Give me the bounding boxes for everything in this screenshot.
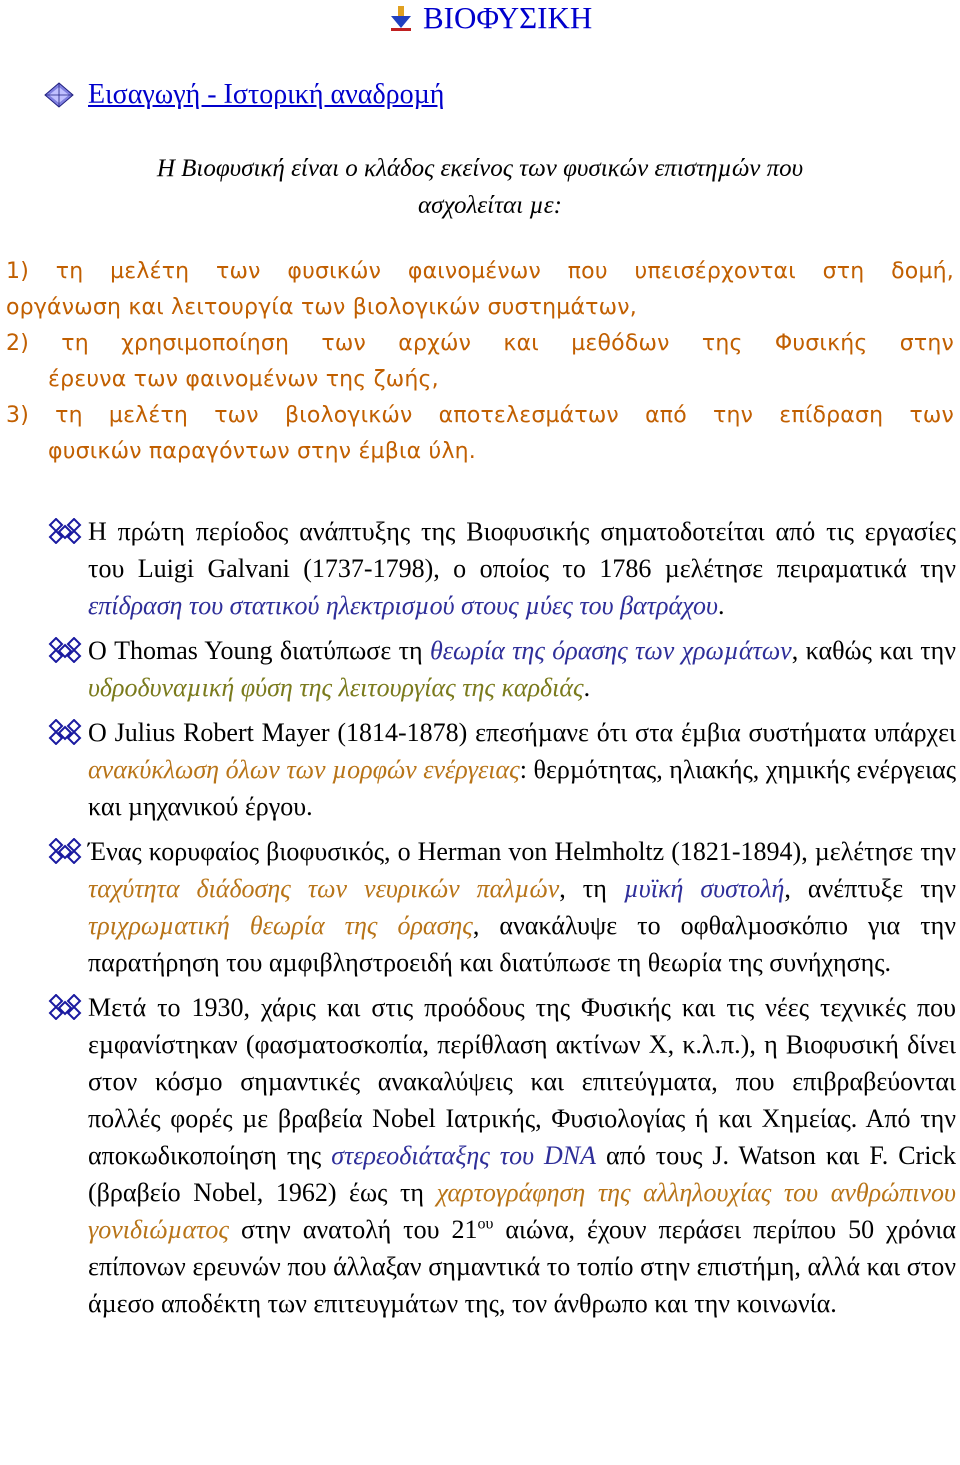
intro-line-1: Η Βιοφυσική είναι ο κλάδος εκείνος των φυσικών επιστηµών που bbox=[156, 155, 804, 182]
intro-paragraph bbox=[0, 150, 960, 224]
numbered-line-3: 2) τη χρησιµοποίηση των αρχών και µεθόδων της Φυσικής στην bbox=[6, 331, 954, 356]
bullet-2-text-a: Ο Thomas Young διατύπωσε τη bbox=[88, 636, 431, 665]
bullet-3-text-a: Ο Julius Robert Mayer (1814-1878) επεσήµανε ότι στα έµβια συστήµατα υπάρχει bbox=[88, 718, 956, 747]
numbered-line-2: οργάνωση και λειτουργία των βιολογικών συστηµάτων, bbox=[6, 295, 637, 320]
bullet-2-text-b: , καθώς και την bbox=[791, 636, 956, 665]
bullet-item-galvani bbox=[46, 513, 956, 624]
superscript-ordinal: ου bbox=[477, 1215, 494, 1233]
numbered-line-1: 1) τη µελέτη των φυσικών φαινοµένων που υπεισέρχονται στη δοµή, bbox=[6, 259, 954, 284]
section-heading bbox=[44, 78, 444, 112]
bullet-list bbox=[46, 513, 956, 1330]
bullet-5-text-a: Μετά το 1930, χάρις και στις προόδους της Φυσικής και τις νέες τεχνικές που εµφανίστηκαν (φασµατοσκοπία, περίθλαση ακτίνων Χ, κ.λ.π.), η Βιοφυσική δίνει στον κόσµο σηµαντικές ανακαλύψεις και επιτεύγµατα, που επιβραβεύονται πολλές φορές µε βραβεία Nobel Ιατρικής, Φυσιολογίας ή και Χηµείας. Από την αποκωδικοποίηση της bbox=[88, 993, 956, 1170]
numbered-line-5: 3) τη µελέτη των βιολογικών αποτελεσµάτων από την επίδραση των bbox=[6, 403, 954, 428]
diamond-bullet-icon bbox=[46, 518, 84, 544]
bullet-1-text: Η πρώτη περίοδος ανάπτυξης της Βιοφυσικής σηµατοδοτείται από τις εργασίες του Luigi Galvani (1737-1798), ο οποίος το 1786 µελέτησε πειραµατικά την bbox=[88, 517, 956, 583]
diamond-bullet-icon bbox=[46, 838, 84, 864]
bullet-5-text-c: στην ανατολή του 21 bbox=[228, 1215, 478, 1244]
intro-line-2: ασχολείται µε: bbox=[418, 192, 562, 219]
numbered-line-4: έρευνα των φαινοµένων της ζωής, bbox=[48, 367, 439, 392]
title-text: ΒΙΟΦΥΣΙΚΗ bbox=[423, 0, 593, 35]
bullet-4-text-b: , τη bbox=[559, 874, 624, 903]
bullet-5-highlight-2: χαρτογράφηση της αλληλουχίας του ανθρώπινου γονιδιώµατος bbox=[88, 1178, 956, 1244]
bullet-2-highlight-1: θεωρία της όρασης των χρωµάτων bbox=[430, 636, 792, 665]
diamond-bullet-icon bbox=[46, 994, 84, 1020]
bullet-1-highlight: επίδραση του στατικού ηλεκτρισµού στους µύες του βατράχου bbox=[88, 591, 718, 620]
diamond-bullet-icon bbox=[46, 637, 84, 663]
bullet-3-highlight: ανακύκλωση όλων των µορφών ενέργειας bbox=[88, 755, 520, 784]
section-heading-text: Εισαγωγή - Ιστορική αναδροµή bbox=[88, 79, 445, 110]
diamond-icon bbox=[44, 82, 74, 108]
bullet-5-text-d: αιώνα, έχουν περάσει περίπου 50 χρόνια επίπονων ερευνών που άλλαξαν σηµαντικά το τοπίο στην επιστήµη, αλλά και στον άµεσο αποδέκτη των επιτευγµάτων της, τον άνθρωπο και την κοινωνία. bbox=[88, 1215, 956, 1318]
bullet-5-text-b: από τους J. Watson και F. Crick (βραβείο Nobel, 1962) έως τη bbox=[88, 1141, 956, 1207]
bullet-2-highlight-2: υδροδυναµική φύση της λειτουργίας της καρδιάς bbox=[88, 673, 584, 702]
numbered-line-6: φυσικών παραγόντων στην έµβια ύλη. bbox=[48, 439, 477, 464]
bullet-4-text-c: , ανέπτυξε την bbox=[784, 874, 956, 903]
bullet-4-highlight-2: µυϊκή συστολή bbox=[623, 874, 785, 903]
bullet-3-text-b: : θερµότητας, ηλιακής, χηµικής ενέργειας και µηχανικού έργου. bbox=[88, 755, 956, 821]
numbered-list bbox=[6, 254, 954, 470]
arrow-down-icon bbox=[387, 4, 415, 32]
bullet-2-text-c: . bbox=[583, 673, 591, 702]
bullet-4-highlight-1: ταχύτητα διάδοσης των νευρικών παλµών bbox=[88, 874, 560, 903]
bullet-4-text-d: , ανακάλυψε το οφθαλµοσκόπιο για την παρατήρηση του αµφιβληστροειδή και διατύπωσε τη θεωρία της συνήχησης. bbox=[88, 911, 957, 977]
bullet-item-helmholtz bbox=[46, 833, 956, 981]
diamond-bullet-icon bbox=[46, 719, 84, 745]
bullet-4-highlight-3: τριχρωµατική θεωρία της όρασης bbox=[88, 911, 473, 940]
bullet-4-text-a: Ένας κορυφαίος βιοφυσικός, ο Herman von Helmholtz (1821-1894), µελέτησε την bbox=[88, 837, 956, 866]
bullet-item-modern bbox=[46, 989, 956, 1322]
bullet-item-young bbox=[46, 632, 956, 706]
bullet-item-mayer bbox=[46, 714, 956, 825]
page-title bbox=[387, 0, 592, 36]
bullet-5-highlight-1: στερεοδιάταξης του DNA bbox=[331, 1141, 597, 1170]
bullet-1-end: . bbox=[717, 591, 725, 620]
